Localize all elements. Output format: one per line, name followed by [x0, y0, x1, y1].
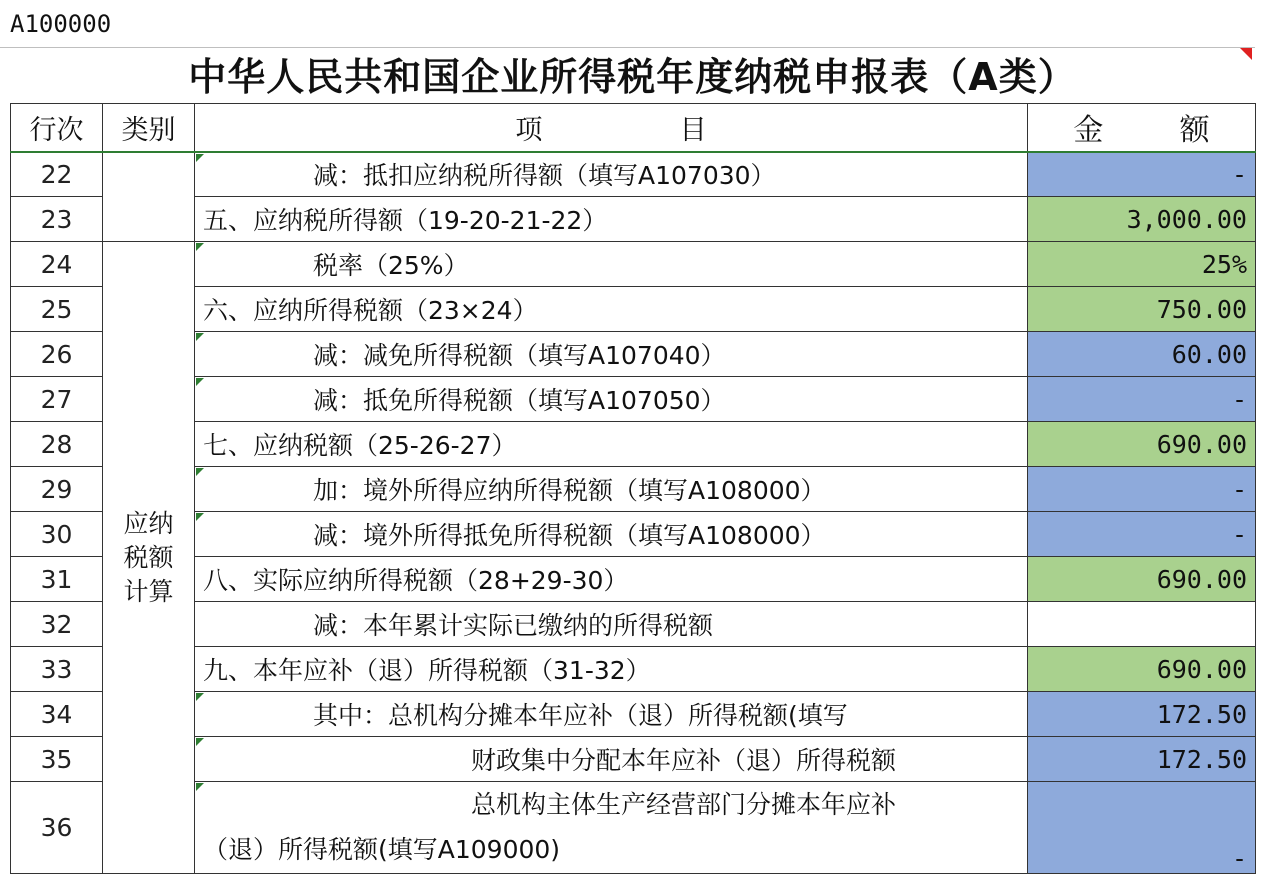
row-number: 25 [11, 287, 103, 332]
table-row [11, 242, 1256, 287]
item-cell[interactable] [195, 782, 1028, 874]
row-number: 35 [11, 737, 103, 782]
row-number: 23 [11, 197, 103, 242]
header-amount: 金 额 [1028, 104, 1256, 152]
table-row [11, 782, 1256, 874]
item-cell[interactable] [195, 242, 1028, 287]
row-number: 33 [11, 647, 103, 692]
header-row-no: 行次 [11, 104, 103, 152]
item-label-line1: 总机构主体生产经营部门分摊本年应补 [471, 790, 897, 819]
item-label: 减：抵扣应纳税所得额（填写A107030） [313, 161, 776, 191]
amount-cell[interactable]: 690.00 [1028, 647, 1256, 692]
item-label: 减：本年累计实际已缴纳的所得税额 [313, 611, 714, 640]
item-label: 减：减免所得税额（填写A107040） [313, 341, 726, 370]
table-row [11, 467, 1256, 512]
item-label: 财政集中分配本年应补（退）所得税额 [471, 746, 897, 775]
row-number: 24 [11, 242, 103, 287]
row-number: 28 [11, 422, 103, 467]
item-cell[interactable] [195, 737, 1028, 782]
amount-cell[interactable]: 172.50 [1028, 692, 1256, 737]
item-cell[interactable] [195, 152, 1028, 197]
cell-note-marker [196, 468, 204, 476]
cell-note-marker [196, 243, 204, 251]
cell-note-marker [196, 693, 204, 701]
cell-note-marker [196, 154, 204, 162]
item-label: 五、应纳税所得额（19-20-21-22） [203, 206, 608, 235]
page-title: 中华人民共和国企业所得税年度纳税申报表（A类） [188, 55, 1077, 99]
amount-cell[interactable]: - [1028, 377, 1256, 422]
category-cell[interactable] [103, 242, 195, 874]
item-label: 加：境外所得应纳所得税额（填写A108000） [313, 476, 826, 505]
table-row [11, 692, 1256, 737]
cell-note-marker [196, 333, 204, 341]
amount-cell[interactable]: - [1028, 782, 1256, 874]
row-number: 32 [11, 602, 103, 647]
row-number: 29 [11, 467, 103, 512]
item-label: 七、应纳税额（25-26-27） [203, 431, 517, 460]
table-row [11, 287, 1256, 332]
amount-cell[interactable]: 690.00 [1028, 557, 1256, 602]
cell-note-marker [196, 738, 204, 746]
item-label-line2: （退）所得税额(填写A109000) [203, 835, 561, 864]
amount-cell[interactable]: 3,000.00 [1028, 197, 1256, 242]
row-number: 31 [11, 557, 103, 602]
item-cell[interactable] [195, 332, 1028, 377]
item-label: 六、应纳所得税额（23×24） [203, 296, 538, 325]
row-number: 30 [11, 512, 103, 557]
table-row [11, 602, 1256, 647]
item-label: 八、实际应纳所得税额（28+29-30） [203, 566, 629, 595]
item-cell[interactable] [195, 512, 1028, 557]
row-number: 27 [11, 377, 103, 422]
amount-cell[interactable]: - [1028, 467, 1256, 512]
amount-cell[interactable]: 25% [1028, 242, 1256, 287]
item-cell[interactable] [195, 422, 1028, 467]
table-row [11, 647, 1256, 692]
amount-cell[interactable]: 60.00 [1028, 332, 1256, 377]
item-cell[interactable] [195, 467, 1028, 512]
amount-cell[interactable]: - [1028, 152, 1256, 197]
item-cell[interactable] [195, 377, 1028, 422]
item-label: 其中：总机构分摊本年应补（退）所得税额(填写 [313, 701, 848, 730]
item-label: 税率（25%） [313, 251, 469, 280]
item-label: 九、本年应补（退）所得税额（31-32） [203, 656, 651, 685]
item-cell[interactable] [195, 197, 1028, 242]
cell-reference[interactable]: A100000 [0, 0, 1255, 48]
table-row [11, 152, 1256, 197]
header-category: 类别 [103, 104, 195, 152]
header-item: 项 目 [195, 104, 1028, 152]
table-row [11, 737, 1256, 782]
cell-note-marker [196, 378, 204, 386]
amount-cell[interactable]: 750.00 [1028, 287, 1256, 332]
header-row [11, 104, 1256, 152]
cell-note-marker [196, 513, 204, 521]
category-label: 应纳税额计算 [123, 508, 174, 606]
item-cell[interactable] [195, 647, 1028, 692]
table-row [11, 422, 1256, 467]
item-label: 减：抵免所得税额（填写A107050） [313, 386, 726, 415]
item-cell[interactable] [195, 287, 1028, 332]
amount-cell[interactable] [1028, 602, 1256, 647]
row-number: 22 [11, 152, 103, 197]
cell-note-marker [196, 783, 204, 791]
amount-cell[interactable]: 172.50 [1028, 737, 1256, 782]
row-number: 34 [11, 692, 103, 737]
table-row [11, 197, 1256, 242]
tax-return-table [10, 103, 1256, 874]
category-cell-empty[interactable] [103, 152, 195, 242]
amount-cell[interactable]: 690.00 [1028, 422, 1256, 467]
row-number: 36 [11, 782, 103, 874]
item-cell[interactable] [195, 602, 1028, 647]
item-cell[interactable] [195, 692, 1028, 737]
row-number: 26 [11, 332, 103, 377]
amount-cell[interactable]: - [1028, 512, 1256, 557]
table-row [11, 377, 1256, 422]
item-cell[interactable] [195, 557, 1028, 602]
table-row [11, 557, 1256, 602]
item-label: 减：境外所得抵免所得税额（填写A108000） [313, 521, 826, 550]
table-row [11, 332, 1256, 377]
table-row [11, 512, 1256, 557]
